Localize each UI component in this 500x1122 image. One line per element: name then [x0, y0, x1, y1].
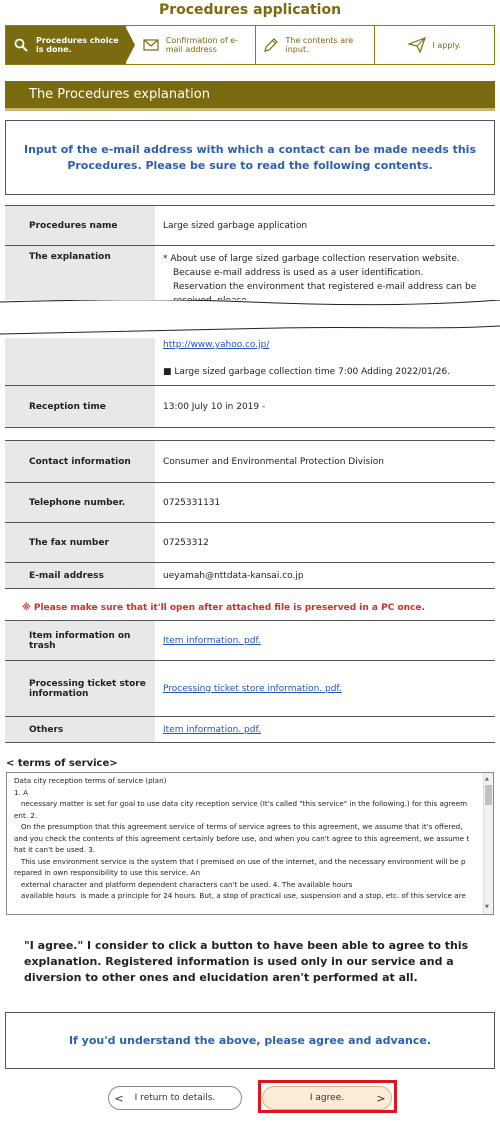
tos-line: necessary matter is set for goal to use data city reception service (It's called "this service" in the following.) for this agreem: [14, 799, 468, 808]
tos-textarea[interactable]: [6, 772, 494, 915]
table-row: [5, 386, 495, 428]
explanation-line: ■ Large sized garbage collection time 7:00 Adding 2022/01/26.: [163, 367, 451, 377]
others-link[interactable]: Item information. pdf.: [163, 724, 261, 735]
chevron-right-icon: >: [376, 1091, 386, 1105]
agree-explanation: "I agree." I consider to click a button to have been able to agree to this explanation. Registered information is used only in our service and a diversion to other ones and elucidation aren't performed at all.: [24, 939, 469, 984]
pencil-icon: [262, 36, 280, 54]
step-choice: [6, 26, 125, 64]
table-row: [5, 717, 495, 743]
explanation-link[interactable]: http://www.yahoo.co.jp/: [163, 340, 270, 350]
tos-line: ent. 2.: [14, 810, 38, 820]
contact-info-label: Contact information: [5, 441, 155, 483]
contact-table: [5, 440, 495, 589]
advance-text: If you'd understand the above, please agree and advance.: [68, 1034, 432, 1047]
reception-time-value: 13:00 July 10 in 2019 -: [155, 386, 495, 428]
step-label: The contents are input.: [285, 36, 354, 54]
table-row: [5, 661, 495, 717]
search-icon: [12, 36, 30, 54]
procedure-name-label: Procedures name: [5, 206, 155, 246]
tos-scroll-thumb[interactable]: [485, 785, 492, 805]
reception-time-label: Reception time: [5, 386, 155, 428]
email-label: E-mail address: [5, 563, 155, 589]
telephone-label: Telephone number.: [5, 483, 155, 523]
step-label: Confirmation of e-mail address: [165, 36, 239, 54]
section-heading: The Procedures explanation: [5, 81, 495, 111]
fax-label: The fax number: [5, 523, 155, 563]
scroll-down-icon[interactable]: ▼: [485, 903, 489, 910]
step-apply: [374, 26, 494, 64]
tos-line: Data city reception terms of service (plan): [14, 776, 167, 785]
table-row: [5, 621, 495, 661]
trash-info-link[interactable]: Item information. pdf.: [163, 635, 261, 646]
tos-line: On the presumption that this agreement service of terms of service agrees to this agreement, we assume that it's offered,: [14, 822, 463, 831]
telephone-value: 0725331131: [155, 483, 495, 523]
tos-line: This use environment service is the system that I premised on use of the internet, and the necessary environment will be p: [14, 856, 466, 866]
scroll-up-icon[interactable]: ▲: [485, 776, 489, 782]
button-label: I agree.: [309, 1093, 345, 1103]
attachment-warning: ※ Please make sure that it'll open after attached file is preserved in a PC once.: [22, 603, 425, 613]
return-to-details-button[interactable]: [108, 1086, 242, 1110]
procedure-table: [5, 205, 495, 315]
notice-text: Input of the e-mail address with which a contact can be made needs this Procedures. Please be sure to read the following contents.: [23, 142, 476, 172]
tos-scrollbar[interactable]: [483, 773, 493, 914]
others-label: Others: [5, 717, 155, 743]
table-row: [5, 206, 495, 246]
contact-info-value: Consumer and Environmental Protection Division: [155, 441, 495, 483]
advance-notice: [5, 1012, 495, 1069]
chevron-left-icon: <: [114, 1091, 124, 1105]
step-email-confirmation: [125, 26, 255, 64]
page-title: Procedures application: [158, 2, 342, 18]
procedure-table-continued: [5, 338, 495, 428]
explanation-label: The explanation: [5, 246, 155, 315]
step-label: I apply.: [432, 40, 461, 50]
explanation-label-continued: [5, 338, 155, 386]
tos-line: 1. A: [14, 787, 29, 797]
email-value: ueyamah@nttdata-kansai.co.jp: [155, 563, 495, 589]
progress-steps: [5, 25, 495, 65]
notice-box: [5, 120, 495, 195]
ticket-store-link[interactable]: Processing ticket store information. pdf.: [163, 683, 342, 694]
table-row: [5, 441, 495, 483]
table-row: [5, 483, 495, 523]
explanation-line: Reservation the environment that registered e-mail address can be: [173, 282, 477, 292]
explanation-line: Because e-mail address is used as a user identification.: [173, 268, 424, 278]
trash-info-label: Item information on trash: [5, 621, 155, 661]
button-label: I return to details.: [134, 1093, 216, 1103]
mail-icon: [142, 36, 160, 54]
procedure-name-value: Large sized garbage application: [155, 206, 495, 246]
tos-line: repared in own responsibility to use this service. An: [14, 868, 201, 877]
explanation-value-continued: [155, 338, 495, 386]
ticket-store-label: Processing ticket store information: [5, 661, 155, 717]
step-label: Procedures choice is done.: [36, 36, 119, 54]
tos-line: hat it can't be used. 3.: [14, 845, 96, 854]
tos-line: and you check the contents of this agreement certainly before use, and when you can't agree to this agreement, we assume t: [14, 833, 470, 843]
table-row: [5, 338, 495, 386]
agree-button[interactable]: [262, 1086, 392, 1110]
tos-line: available hours is made a principle for 24 hours. But, a stop of practical use, suspension and a stop, etc. of this service are: [14, 891, 466, 900]
explanation-line: * About use of large sized garbage collection reservation website.: [163, 254, 460, 264]
table-row: [5, 523, 495, 563]
step-input: [255, 26, 375, 64]
tos-text: [14, 775, 477, 902]
attachments-table: [5, 620, 495, 743]
send-icon: [408, 36, 426, 54]
fax-value: 07253312: [155, 523, 495, 563]
tos-label: < terms of service>: [6, 758, 118, 769]
tos-line: external character and platform dependent characters can't be used. 4. The available hours: [14, 879, 353, 889]
table-row: [5, 563, 495, 589]
